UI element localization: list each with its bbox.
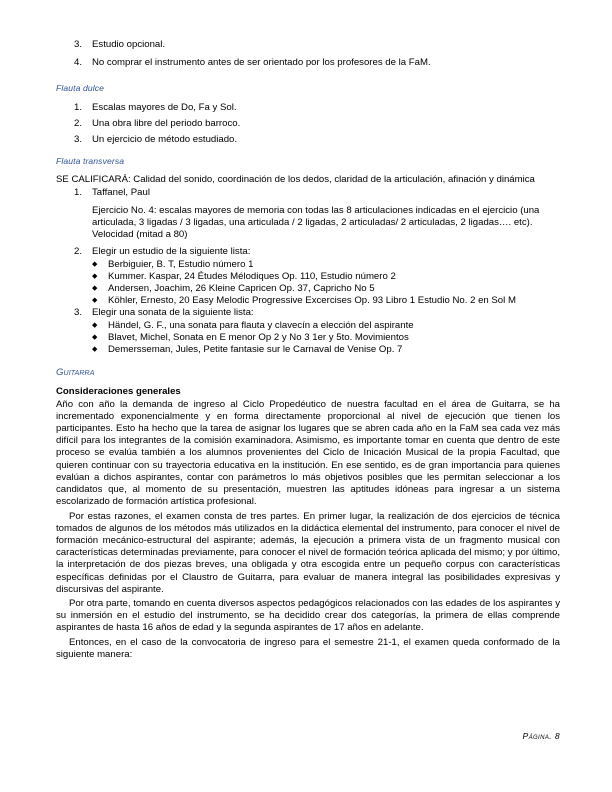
diamond-bullet-icon: ◆ <box>92 260 98 268</box>
flauta-dulce-list <box>56 102 560 147</box>
item-number: 3. <box>74 39 83 50</box>
item-text: Una obra libre del periodo barroco. <box>92 117 241 129</box>
option-text: Berbiguier, B. T, Estudio número 1 <box>108 258 254 270</box>
list-item <box>56 307 560 319</box>
flauta-transversa-list-2 <box>56 246 560 258</box>
option-text: Blavet, Michel, Sonata en E menor Op 2 y No 3 1er y 5to. Movimientos <box>108 331 409 343</box>
option-text: Händel, G. F., una sonata para flauta y clavecín a elección del aspirante <box>108 319 414 331</box>
item-text: No comprar el instrumento antes de ser orientado por los profesores de la FaM. <box>92 57 431 69</box>
diamond-bullet-icon: ◆ <box>92 346 98 354</box>
exercise-detail: Ejercicio No. 4: escalas mayores de memoria con todas las 8 articulaciones indicadas en el ejercicio (una articulada, 3 ligadas / 3 ligadas, una articulada / 2 ligadas, 2 articuladas/ 2 articuladas, 2 ligadas…. etc). Velocidad (mitad a 80) <box>92 204 540 241</box>
diamond-bullet-icon: ◆ <box>92 285 98 293</box>
list-item <box>92 320 560 332</box>
section-heading-flauta-dulce: Flauta dulce <box>56 83 105 94</box>
sonata-options-list <box>56 320 560 357</box>
paragraph: Entonces, en el caso de la convocatoria de ingreso para el semestre 21-1, el examen queda conformado de la siguiente manera: <box>56 636 560 660</box>
list-item <box>92 344 560 356</box>
list-item <box>92 271 560 283</box>
item-number: 4. <box>74 57 83 69</box>
list-item <box>56 57 560 69</box>
top-numbered-list <box>56 39 560 69</box>
paragraph: Por otra parte, tomando en cuenta diversos aspectos pedagógicos relacionados con las edades de los aspirantes y su inmersión en el estudio del instrumento, se ha decidido crear dos categorías, la primera de ellas comprende aspirantes de hasta 16 años de edad y la segunda aspirantes de 17 años en adelante. <box>56 597 560 634</box>
diamond-bullet-icon: ◆ <box>92 333 98 341</box>
diamond-bullet-icon: ◆ <box>92 321 98 329</box>
option-text: Kummer. Kaspar, 24 Études Mélodiques Op. 110, Estudio número 2 <box>108 270 396 282</box>
diamond-bullet-icon: ◆ <box>92 272 98 280</box>
flauta-transversa-list-3 <box>56 307 560 319</box>
study-options-list <box>56 259 560 308</box>
item-title: Elegir una sonata de la siguiente lista: <box>92 307 254 319</box>
diamond-bullet-icon: ◆ <box>92 297 98 305</box>
section-heading-flauta-transversa: Flauta transversa <box>56 156 125 167</box>
list-item <box>56 39 560 51</box>
list-item <box>56 187 560 199</box>
section-heading-guitarra: Guitarra <box>56 367 95 379</box>
item-number: 2. <box>74 246 83 258</box>
list-item <box>92 259 560 271</box>
item-number: 1. <box>74 186 83 198</box>
document-page <box>56 39 560 661</box>
paragraph: Por estas razones, el examen consta de tres partes. En primer lugar, la realización de dos ejercicios de técnica tomados de algunos de los métodos más utilizados en la didáctica elemental del instrumento, para conocer el nivel de formación mecánico-estructural del aspirante; además, la ejecución a primera vista de un fragmento musical con características determinadas previamente, para conocer el nivel de formación teórica aplicada del mismo; y por último, la interpretación de dos piezas breves, una obligada y otra escogida entre un pequeño corpus con características específicas definidas por el Claustro de Guitarra, para evaluar de manera integral las posibilidades expresivas y discursivas del aspirante. <box>56 510 560 595</box>
option-text: Demersseman, Jules, Petite fantasie sur le Carnaval de Venise Op. 7 <box>108 344 403 356</box>
item-number: 1. <box>74 101 83 113</box>
item-number: 3. <box>74 134 83 146</box>
list-item <box>92 295 560 307</box>
grading-criteria: SE CALIFICARÁ: Calidad del sonido, coordinación de los dedos, claridad de la articulación, afinación y dinámica <box>56 174 535 186</box>
option-text: Andersen, Joachim, 26 Kleine Capricen Op. 37, Capricho No 5 <box>108 283 375 295</box>
item-number: 2. <box>74 117 83 129</box>
list-item <box>92 283 560 295</box>
item-text: Estudio opcional. <box>92 39 166 50</box>
list-item <box>56 134 560 146</box>
page-number: Página. 8 <box>522 731 560 741</box>
item-text: Un ejercicio de método estudiado. <box>92 134 238 146</box>
item-number: 3. <box>74 307 83 319</box>
list-item <box>92 332 560 344</box>
subheading-consideraciones: Consideraciones generales <box>56 386 181 398</box>
item-title: Taffanel, Paul <box>92 186 150 198</box>
item-text: Escalas mayores de Do, Fa y Sol. <box>92 101 237 113</box>
flauta-transversa-list <box>56 187 560 199</box>
list-item <box>56 118 560 130</box>
option-text: Köhler, Ernesto, 20 Easy Melodic Progressive Excercises Op. 93 Libro 1 Estudio No. 2 en Sol M <box>108 295 516 307</box>
list-item <box>56 246 560 258</box>
list-item <box>56 102 560 114</box>
item-title: Elegir un estudio de la siguiente lista: <box>92 246 251 258</box>
paragraph: Año con año la demanda de ingreso al Ciclo Propedéutico de nuestra facultad en el área de Guitarra, se ha incrementado exponencialmente y en forma directamente proporcional al nivel de ejecución que tienen los participantes. Esto ha hecho que la tarea de asignar los lugares que se abren cada año en la FaM sea cada vez más difícil para los integrantes de la comisión examinadora. Asimismo, es importante tomar en cuenta que dentro de este proceso se evalúa también a los alumnos provenientes del Ciclo de Inicación Musical de la propia Facultad, que quieren continuar con su trayectoria educativa en la institución. En ese sentido, es de gran importancia para quienes evalúan a dichos aspirantes, contar con parámetros lo más objetivos posibles que les permitan seleccionar a los candidatos que, al momento de su presentación, muestren las aptitudes idóneas para ingresar a un sistema escolarizado de formación artística profesional. <box>56 398 560 508</box>
